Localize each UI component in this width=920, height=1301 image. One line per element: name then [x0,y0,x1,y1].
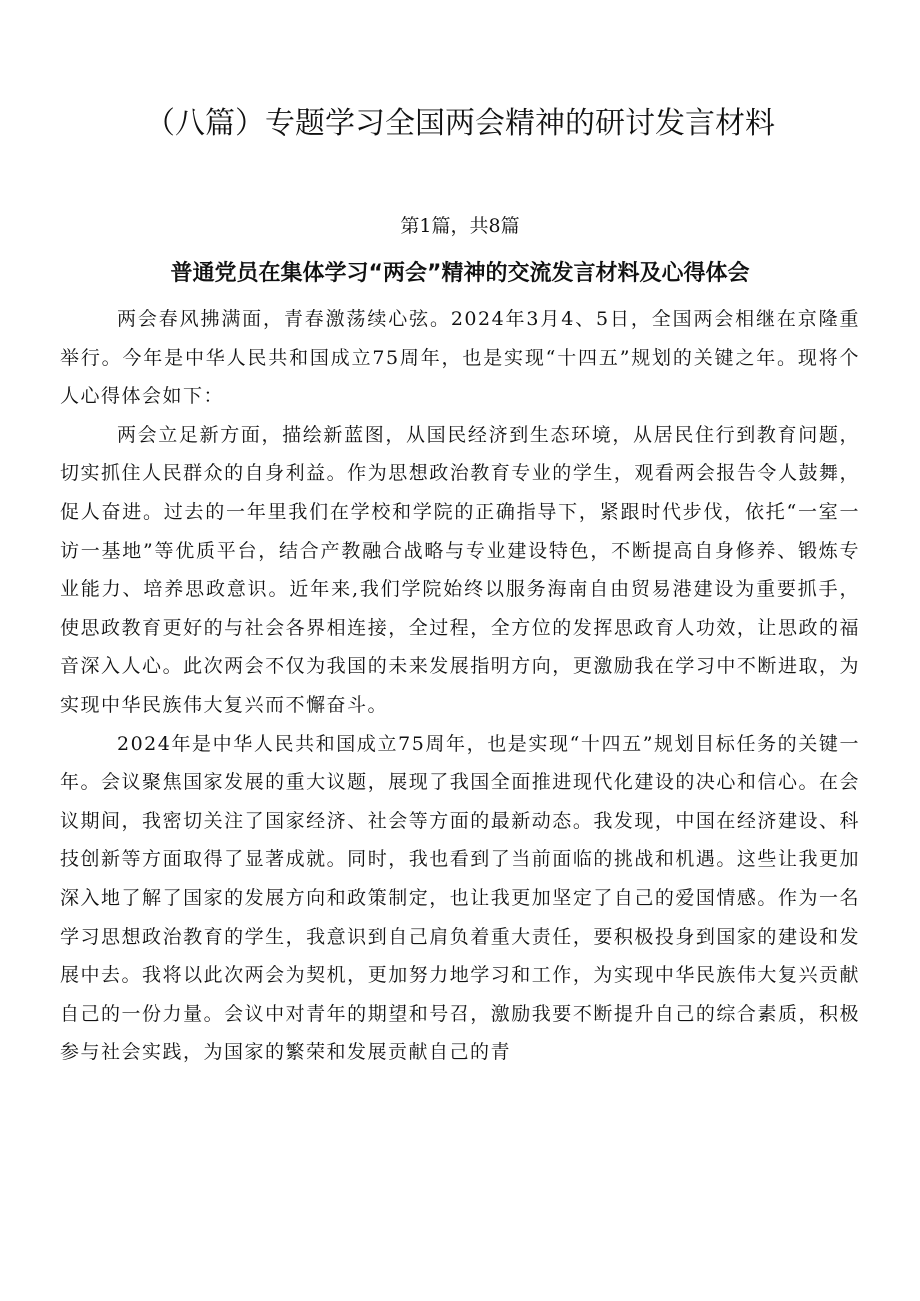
paragraph: 两会立足新方面，描绘新蓝图，从国民经济到生态环境，从居民住行到教育问题，切实抓住人民群众的自身利益。作为思想政治教育专业的学生，观看两会报告令人鼓舞，促人奋进。过去的一年里我们在学校和学院的正确指导下，紧跟时代步伐，依托“一室一访一基地”等优质平台，结合产教融合战略与专业建设特色，不断提高自身修养、锻炼专业能力、培养思政意识。近年来,我们学院始终以服务海南自由贸易港建设为重要抓手，使思政教育更好的与社会各界相连接，全过程，全方位的发挥思政育人功效，让思政的福音深入人心。此次两会不仅为我国的未来发展指明方向，更激励我在学习中不断进取，为实现中华民族伟大复兴而不懈奋斗。 [60,423,860,716]
part-label: 第1篇，共8篇 [400,215,520,237]
document-title: （八篇）专题学习全国两会精神的研讨发言材料 [145,106,775,141]
paragraph: 2024年是中华人民共和国成立75周年，也是实现“十四五”规划目标任务的关键一年。会议聚焦国家发展的重大议题，展现了我国全面推进现代化建设的决心和信心。在会议期间，我密切关注了国家经济、社会等方面的最新动态。我发现，中国在经济建设、科技创新等方面取得了显著成就。同时，我也看到了当前面临的挑战和机遇。这些让我更加深入地了解了国家的发展方向和政策制定，也让我更加坚定了自己的爱国情感。作为一名学习思想政治教育的学生，我意识到自己肩负着重大责任，要积极投身到国家的建设和发展中去。我将以此次两会为契机，更加努力地学习和工作，为实现中华民族伟大复兴贡献自己的一份力量。会议中对青年的期望和号召，激励我要不断提升自己的综合素质，积极参与社会实践，为国家的繁荣和发展贡献自己的青 [60,732,860,1064]
body-text [60,300,860,1072]
section-title: 普通党员在集体学习“两会”精神的交流发言材料及心得体会 [170,261,750,286]
paragraph: 两会春风拂满面，青春激荡续心弦。2024年3月4、5日，全国两会相继在京隆重举行。今年是中华人民共和国成立75周年，也是实现“十四五”规划的关键之年。现将个人心得体会如下： [60,308,860,408]
